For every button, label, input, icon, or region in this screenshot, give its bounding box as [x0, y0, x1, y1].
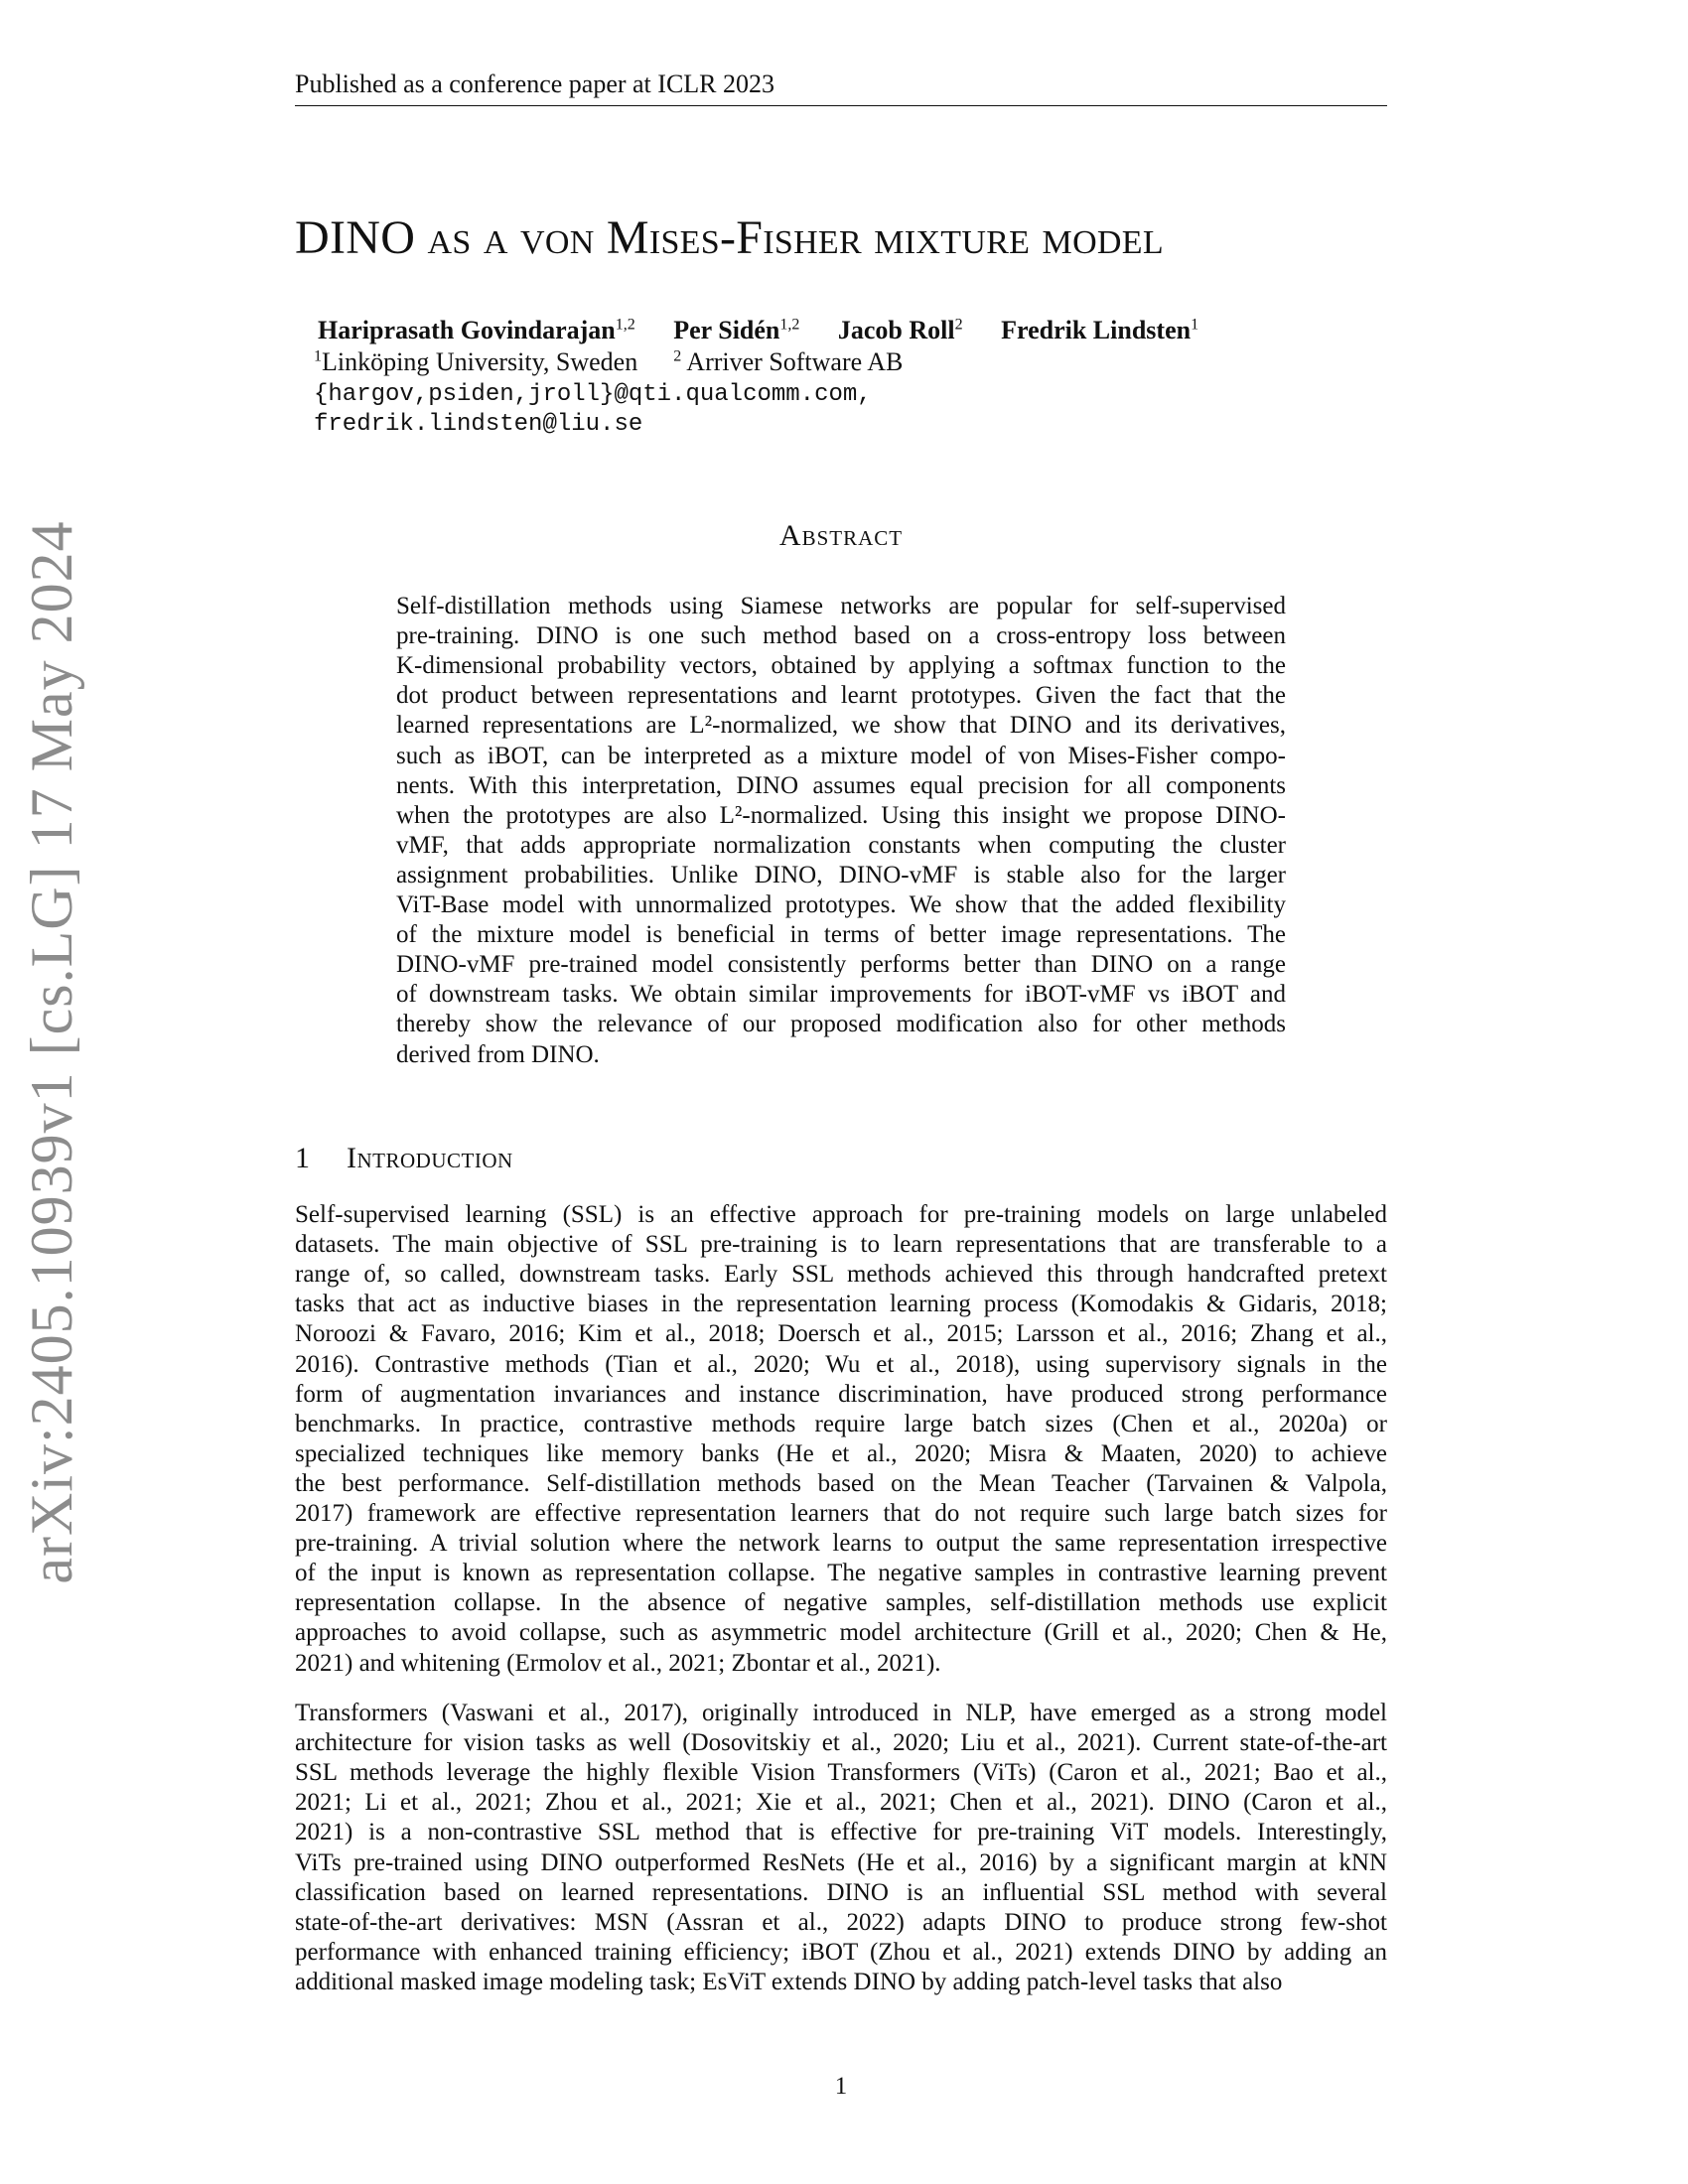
- title-part3: Mises-Fisher mixture model: [606, 211, 1164, 264]
- section-number: 1: [295, 1142, 311, 1174]
- title-part1: DINO: [295, 211, 416, 264]
- title-part2: as a von: [415, 211, 607, 264]
- text-line: Self-distillation methods using Siamese networks are popular for self-supervised: [396, 593, 1286, 619]
- text-line: of the mixture model is beneficial in terms of better image representations. The: [396, 921, 1286, 949]
- text-line: Self-supervised learning (SSL) is an effective approach for pre-training models on large unlabeled: [295, 1201, 1387, 1228]
- text-line: approaches to avoid collapse, such as asymmetric model architecture (Grill et al., 2020; Chen & He,: [295, 1619, 1387, 1647]
- text-line: dot product between representations and learnt prototypes. Given the fact that the: [396, 682, 1286, 710]
- text-line: performance with enhanced training efficiency; iBOT (Zhou et al., 2021) extends DINO by adding an: [295, 1938, 1387, 1966]
- text-line: tasks that act as inductive biases in the representation learning process (Komodakis & Gidaris, 2018;: [295, 1291, 1387, 1318]
- author-list: [318, 316, 1230, 345]
- text-line: pre-training. A trivial solution where the network learns to output the same representation irrespective: [295, 1530, 1387, 1558]
- text-line: 2021) and whitening (Ermolov et al., 2021; Zbontar et al., 2021).: [295, 1649, 941, 1677]
- affiliation-2: Arriver Software AB: [681, 347, 904, 376]
- text-line: derived from DINO.: [396, 1040, 600, 1068]
- author: Per Sidén$^{1,2}$: [673, 316, 800, 344]
- text-line: representation collapse. In the absence of negative samples, self-distillation methods use explicit: [295, 1589, 1387, 1617]
- author: Fredrik Lindsten$^1$: [1001, 316, 1199, 344]
- text-line: 2017) framework are effective representation learners that do not require such large batch sizes for: [295, 1500, 1387, 1527]
- text-line: classification based on learned representations. DINO is an influential SSL method with several: [295, 1878, 1387, 1906]
- text-line: DINO-vMF pre-trained model consistently performs better than DINO on a range: [396, 951, 1286, 979]
- text-line: when the prototypes are also L²-normalized. Using this insight we propose DINO-: [396, 801, 1286, 829]
- section-title: Introduction: [347, 1142, 513, 1174]
- paper-title: [295, 210, 1164, 265]
- text-line: K-dimensional probability vectors, obtained by applying a softmax function to the: [396, 652, 1286, 680]
- text-line: learned representations are L²-normalized, we show that DINO and its derivatives,: [396, 712, 1286, 740]
- email-line[interactable]: fredrik.lindsten@liu.se: [314, 411, 643, 438]
- text-line: 2016). Contrastive methods (Tian et al., 2020; Wu et al., 2018), using supervisory signals in the: [295, 1350, 1387, 1378]
- email-line[interactable]: {hargov,psiden,jroll}@qti.qualcomm.com,: [314, 381, 872, 408]
- affiliation-1: Linköping University, Sweden: [322, 347, 638, 376]
- text-line: the best performance. Self-distillation methods based on the Mean Teacher (Tarvainen & Valpola,: [295, 1469, 1387, 1497]
- author: Jacob Roll$^2$: [837, 316, 963, 344]
- text-line: state-of-the-art derivatives: MSN (Assran et al., 2022) adapts DINO to produce strong few-shot: [295, 1908, 1387, 1936]
- author: Hariprasath Govindarajan$^{1,2}$: [318, 316, 635, 344]
- text-line: range of, so called, downstream tasks. Early SSL methods achieved this through handcrafted pretext: [295, 1261, 1387, 1289]
- text-line: form of augmentation invariances and instance discrimination, have produced strong performance: [295, 1380, 1387, 1408]
- arxiv-identifier: arXiv:2405.10939v1 [cs.LG] 17 May 2024: [19, 520, 84, 1584]
- header-rule: [295, 105, 1387, 106]
- text-line: benchmarks. In practice, contrastive methods require large batch sizes (Chen et al., 2020a) or: [295, 1410, 1387, 1437]
- text-line: assignment probabilities. Unlike DINO, DINO-vMF is stable also for the larger: [396, 861, 1286, 888]
- text-line: datasets. The main objective of SSL pre-training is to learn representations that are transferable to a: [295, 1231, 1387, 1259]
- text-line: specialized techniques like memory banks (He et al., 2020; Misra & Maaten, 2020) to achieve: [295, 1439, 1387, 1467]
- text-line: additional masked image modeling task; EsViT extends DINO by adding patch-level tasks that also: [295, 1968, 1283, 1995]
- text-line: architecture for vision tasks as well (Dosovitskiy et al., 2020; Liu et al., 2021). Current state-of-the-art: [295, 1729, 1387, 1757]
- text-line: 2021; Li et al., 2021; Zhou et al., 2021; Xie et al., 2021; Chen et al., 2021). DINO (Caron et al.,: [295, 1789, 1387, 1817]
- text-line: Noroozi & Favaro, 2016; Kim et al., 2018; Doersch et al., 2015; Larsson et al., 2016; Zhang et al.,: [295, 1320, 1387, 1348]
- text-line: pre-training. DINO is one such method based on a cross-entropy loss between: [396, 622, 1286, 650]
- text-line: of downstream tasks. We obtain similar improvements for iBOT-vMF vs iBOT and: [396, 981, 1286, 1009]
- text-line: vMF, that adds appropriate normalization constants when computing the cluster: [396, 831, 1286, 859]
- page-number: 1: [834, 2073, 848, 2100]
- text-line: 2021) is a non-contrastive SSL method that is effective for pre-training ViT models. Interestingly,: [295, 1819, 1387, 1846]
- section-heading: [295, 1142, 513, 1175]
- text-line: Transformers (Vaswani et al., 2017), originally introduced in NLP, have emerged as a strong model: [295, 1700, 1387, 1726]
- running-header: Published as a conference paper at ICLR 2023: [295, 69, 775, 98]
- abstract-heading: Abstract: [778, 519, 904, 552]
- affiliations: $^1$Linköping University, Sweden $^2$ Arriver Software AB: [314, 347, 904, 376]
- text-line: ViTs pre-trained using DINO outperformed ResNets (He et al., 2016) by a significant margin at kNN: [295, 1848, 1387, 1876]
- text-line: thereby show the relevance of our proposed modification also for other methods: [396, 1011, 1286, 1038]
- text-line: SSL methods leverage the highly flexible Vision Transformers (ViTs) (Caron et al., 2021; Bao et al.,: [295, 1759, 1387, 1787]
- text-line: of the input is known as representation collapse. The negative samples in contrastive learning prevent: [295, 1560, 1387, 1587]
- text-line: ViT-Base model with unnormalized prototypes. We show that the added flexibility: [396, 891, 1286, 918]
- text-line: such as iBOT, can be interpreted as a mixture model of von Mises-Fisher compo-: [396, 742, 1286, 769]
- text-line: nents. With this interpretation, DINO assumes equal precision for all components: [396, 771, 1286, 799]
